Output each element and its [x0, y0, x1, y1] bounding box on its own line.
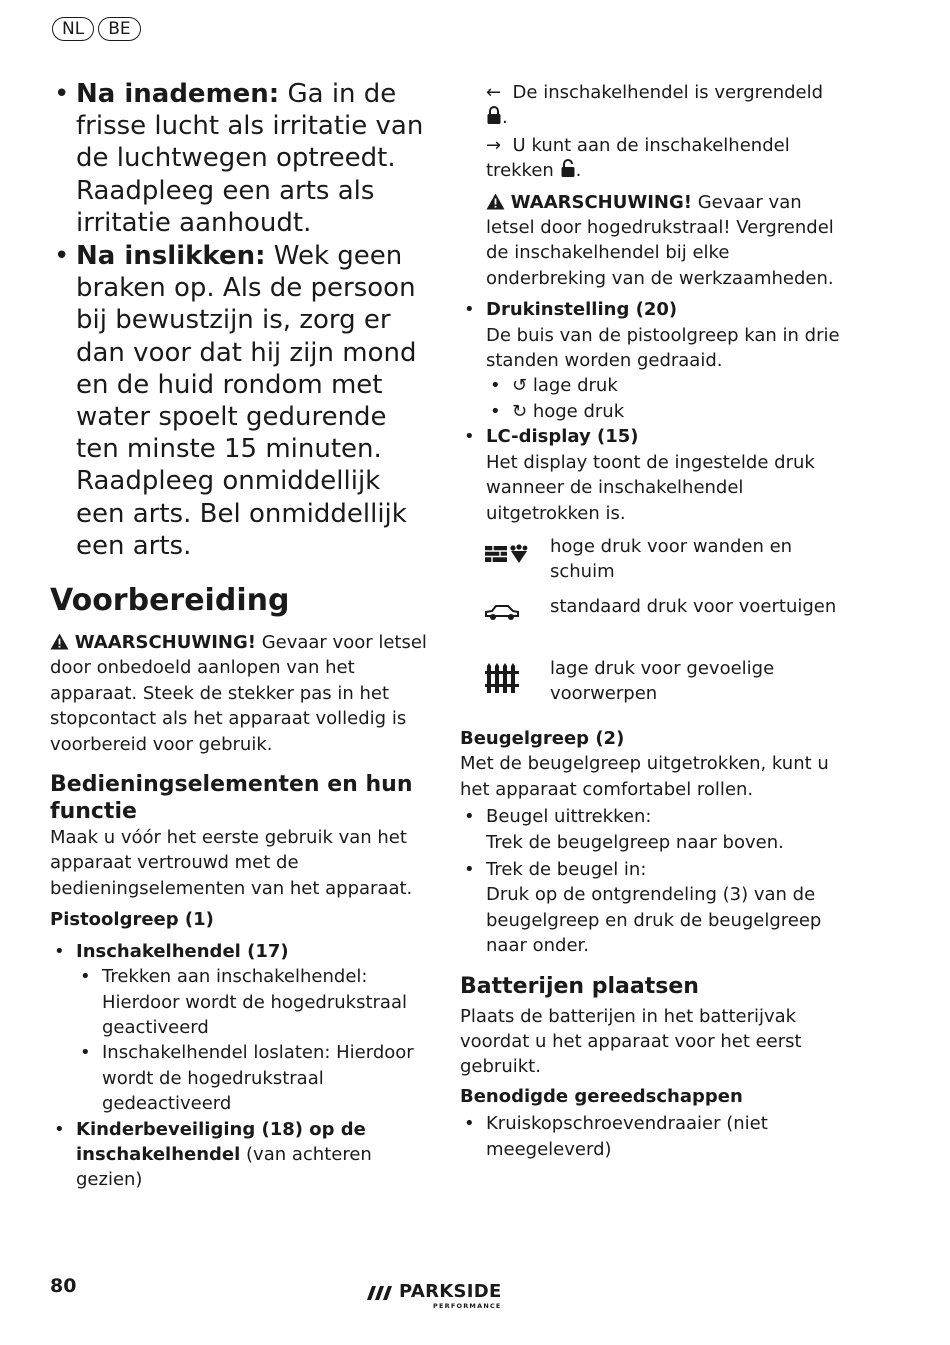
pressure-low-text: lage druk — [532, 375, 618, 397]
list-item: • ↻ hoge druk — [490, 400, 625, 422]
handle-heading: Beugelgreep (2) — [460, 727, 625, 749]
lcd-mode-standard: standaard druk voor voertuigen — [550, 595, 837, 617]
tools-heading: Benodigde gereedschappen — [460, 1085, 743, 1107]
lcd-mode-low: lage druk voor gevoelige voorwerpen — [550, 657, 775, 705]
child-lock-heading: Kinderbeveiliging (18) op de inschakelhendel — [76, 1118, 366, 1165]
parkside-slashes-icon — [367, 1285, 393, 1301]
wall-foam-icon — [484, 542, 528, 564]
warning-icon — [486, 193, 505, 210]
list-item: • Na inslikken: Wek geen braken op. Als de persoon bij bewustzijn is, zorg er dan voor dat hij zijn mond en de huid rondom met water spoelt gedurende ten minste 15 minuten. Raadpleeg onmiddellijk een arts. Bel onmiddellijk een arts. — [54, 241, 417, 561]
lcd-mode-row — [460, 656, 840, 714]
warning-paragraph — [486, 190, 840, 292]
pressure-heading: Drukinstelling (20) — [486, 299, 678, 321]
list-item: • Kruiskopschroevendraaier (niet meegeleverd) — [460, 1111, 840, 1162]
pressure-text: De buis van de pistoolgreep kan in drie standen worden gedraaid. — [486, 324, 840, 372]
list-item: • Trekken aan inschakelhendel: Hierdoor wordt de hogedrukstraal geactiveerd — [76, 964, 432, 1040]
brand-subtitle: PERFORMANCE — [433, 1302, 502, 1310]
handle-text: Met de beugelgreep uitgetrokken, kunt u het apparaat comfortabel rollen. — [460, 753, 829, 800]
list-item: • Na inademen: Ga in de frisse lucht als irritatie van de luchtwegen optreedt. Raadpleeg een arts als irritatie aanhoudt. — [54, 79, 424, 238]
list-item: • ↺ lage druk — [490, 375, 618, 397]
lcd-mode-row — [460, 534, 840, 594]
lang-badge-nl: NL — [52, 17, 94, 41]
lcd-mode-high: hoge druk voor wanden en schuim — [550, 535, 793, 583]
list-item: • LC-display (15) — [460, 424, 840, 449]
language-badges — [52, 17, 141, 41]
list-item: • Beugel uittrekken: — [460, 804, 840, 829]
page-number: 80 — [50, 1275, 77, 1297]
lock-open-icon — [560, 159, 576, 178]
first-aid-swallow-text: Wek geen braken op. Als de persoon bij bewustzijn is, zorg er dan voor dat hij zijn mond en de huid rondom met water spoelt gedurende ten minste 15 minuten. Raadpleeg onmiddellijk een arts. Bel onmiddellijk een arts. — [76, 241, 417, 561]
warning-label: WAARSCHUWING! — [510, 191, 692, 213]
fence-icon — [484, 660, 520, 694]
handle-item-label: Trek de beugel in: — [486, 858, 647, 880]
battery-text: Plaats de batterijen in het batterijvak voordat u het apparaat voor het eerst gebruikt. — [460, 1005, 802, 1078]
section-title: Voorbereiding — [50, 583, 290, 619]
tools-item: Kruiskopschroevendraaier (niet meegeleverd) — [486, 1113, 768, 1160]
warning-text: Gevaar voor letsel door onbedoeld aanlopen van het apparaat. Steek de stekker pas in het stopcontact als het apparaat volledig is voorbereid voor gebruik. — [50, 632, 427, 755]
arrow-right-icon: → — [486, 134, 502, 156]
list-item: • Inschakelhendel (17) — [50, 939, 432, 964]
lock-closed-icon — [486, 106, 502, 125]
switch-item-release: Inschakelhendel loslaten: Hierdoor wordt de hogedrukstraal gedeactiveerd — [102, 1042, 414, 1115]
handle-item-text: Druk op de ontgrendeling (3) van de beugelgreep en druk de beugelgreep naar onder. — [486, 884, 822, 957]
battery-title: Batterijen plaatsen — [460, 973, 699, 999]
unlocked-text: U kunt aan de inschakelhendel trekken — [486, 134, 790, 182]
lcd-text: Het display toont de ingestelde druk wanneer de inschakelhendel uitgetrokken is. — [486, 451, 815, 524]
switch-item-pull: Trekken aan inschakelhendel: Hierdoor wordt de hogedrukstraal geactiveerd — [102, 966, 407, 1038]
list-item: • Inschakelhendel loslaten: Hierdoor wordt de hogedrukstraal gedeactiveerd — [76, 1040, 432, 1116]
handle-item-label: Beugel uittrekken: — [486, 806, 652, 828]
warning-label: WAARSCHUWING! — [74, 632, 256, 654]
rotate-ccw-icon: ↺ — [512, 375, 528, 397]
lcd-mode-row — [460, 594, 840, 656]
locked-text: De inschakelhendel is vergrendeld — [512, 82, 824, 103]
unlocked-info: → U kunt aan de inschakelhendel trekken . — [486, 134, 790, 182]
pistol-grip-heading: Pistoolgreep (1) — [50, 909, 214, 931]
pressure-high-text: hoge druk — [532, 400, 625, 422]
switch-heading: Inschakelhendel (17) — [76, 940, 289, 962]
brand-name: PARKSIDE — [399, 1281, 502, 1302]
first-aid-inhale-text: Ga in de frisse lucht als irritatie van de luchtwegen optreedt. Raadpleeg een arts als irritatie aanhoudt. — [76, 79, 424, 238]
first-aid-swallow-label: Na inslikken: — [76, 241, 266, 272]
warning-paragraph — [50, 630, 432, 757]
rotate-cw-icon: ↻ — [512, 400, 528, 422]
list-item: • Drukinstelling (20) — [460, 297, 840, 322]
lang-badge-be: BE — [98, 17, 140, 41]
child-lock-text: (van achteren gezien) — [76, 1143, 372, 1191]
list-item: • Kinderbeveiliging (18) op de inschakelhendel (van achteren gezien) — [54, 1118, 372, 1191]
arrow-left-icon: ← — [486, 82, 502, 103]
right-column — [460, 78, 840, 1162]
subsection-title: Bedieningselementen en hun functie — [50, 772, 413, 825]
lcd-heading: LC-display (15) — [486, 426, 639, 448]
first-aid-inhale-label: Na inademen: — [76, 79, 280, 109]
warning-icon — [50, 633, 69, 650]
car-icon — [484, 602, 520, 622]
warning-text: Gevaar van letsel door hogedrukstraal! Vergrendel de inschakelhendel bij elke onderbreking van de werkzaamheden. — [486, 191, 834, 289]
intro-text: Maak u vóór het eerste gebruik van het apparaat vertrouwd met de bedieningselementen van het apparaat. — [50, 827, 413, 899]
left-column — [50, 78, 432, 1193]
handle-item-text: Trek de beugelgreep naar boven. — [486, 831, 784, 853]
brand-logo — [367, 1283, 502, 1310]
list-item: • Trek de beugel in: — [460, 857, 840, 882]
locked-info: ← De inschakelhendel is vergrendeld . — [486, 82, 824, 129]
